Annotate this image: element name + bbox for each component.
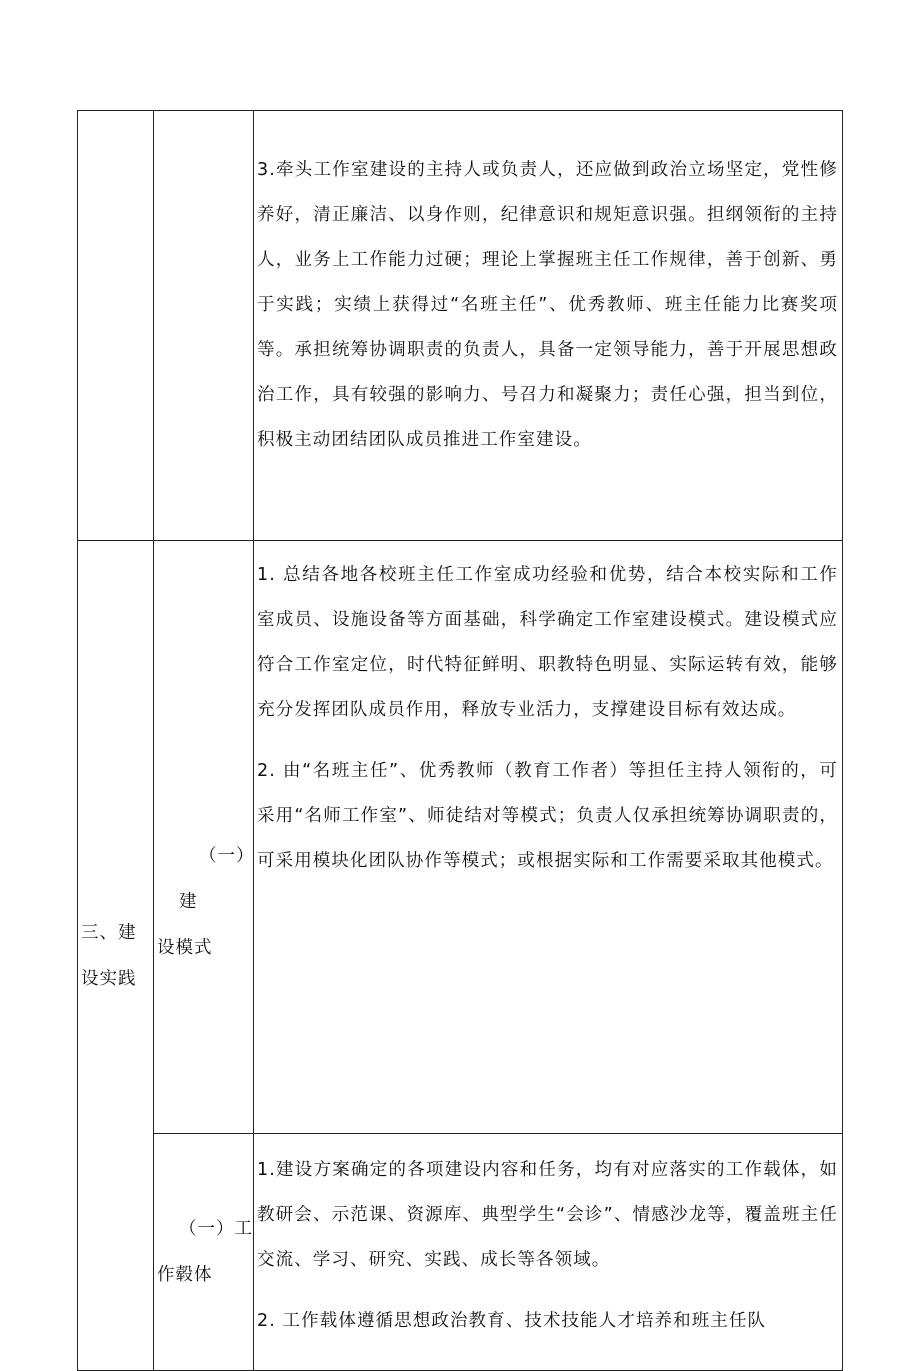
- section-label-line1: 三、建: [81, 922, 137, 943]
- paragraph: 2. 由“名班主任”、优秀教师（教育工作者）等担任主持人领衔的，可采用“名师工作室”、师徒结对等模式；负责人仅承担统筹协调职责的，可采用模块化团队协作等模式；或根据实际和工作需要采取其他模式。: [257, 761, 838, 871]
- subsection-cell-empty: [154, 111, 254, 541]
- paragraph: 1. 总结各地各校班主任工作室成功经验和优势，结合本校实际和工作室成员、设施设备等方面基础，科学确定工作室建设模式。建设模式应符合工作室定位，时代特征鲜明、职教特色明显、实际运转有效，能够充分发挥团队成员作用，释放专业活力，支撑建设目标有效达成。: [257, 565, 838, 720]
- table-row: [78, 1134, 843, 1371]
- table-row: [78, 541, 843, 1134]
- subsection-label-cell: [154, 1134, 254, 1371]
- content-cell: [254, 111, 843, 541]
- table-row: [78, 111, 843, 541]
- section-cell-empty: [78, 111, 154, 541]
- section-label-line2: 设实践: [81, 968, 137, 989]
- paragraph: 1.建设方案确定的各项建设内容和任务，均有对应落实的工作载体，如教研会、示范课、资源库、典型学生“会诊”、情感沙龙等，覆盖班主任交流、学习、研究、实践、成长等各领域。: [257, 1160, 838, 1270]
- section-label-cell: [78, 541, 154, 1371]
- paragraph: 2. 工作载体遵循思想政治教育、技术技能人才培养和班主任队: [257, 1311, 767, 1331]
- content-cell: [254, 541, 843, 1134]
- content-cell: [254, 1134, 843, 1371]
- paragraph: 3.牵头工作室建设的主持人或负责人，还应做到政治立场坚定，党性修养好，清正廉洁、以身作则，纪律意识和规矩意识强。担纲领衔的主持人，业务上工作能力过硬；理论上掌握班主任工作规律，善于创新、勇于实践；实绩上获得过“名班主任”、优秀教师、班主任能力比赛奖项等。承担统筹协调职责的负责人，具备一定领导能力，善于开展思想政治工作，具有较强的影响力、号召力和凝聚力；责任心强，担当到位，积极主动团结团队成员推进工作室建设。: [257, 160, 838, 450]
- subsection-label-line2: 设模式: [157, 938, 213, 958]
- subsection-label-line2: 作毂体: [157, 1265, 213, 1285]
- subsection-label-cell: [154, 541, 254, 1134]
- subsection-label-line1: （一）建: [179, 846, 246, 912]
- subsection-label-line1: （一）工: [179, 1219, 253, 1239]
- document-table: [77, 110, 843, 1371]
